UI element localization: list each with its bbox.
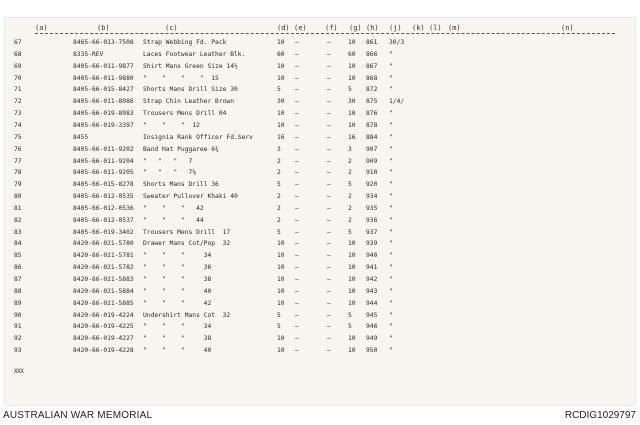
- cell-e: –: [295, 110, 299, 118]
- cell-code: 8405-66-019-3397: [73, 121, 134, 129]
- cell-f: –: [327, 110, 331, 118]
- cell-num: 86: [14, 264, 22, 272]
- cell-f: –: [327, 276, 331, 283]
- cell-num: 77: [14, 157, 22, 165]
- cell-h: 937: [366, 228, 378, 236]
- cell-code: 8405-66-011-9202: [73, 145, 134, 153]
- cell-num: 69: [14, 62, 22, 70]
- cell-e: –: [295, 335, 299, 343]
- cell-desc: " " " 38: [143, 335, 212, 343]
- cell-d: 10: [277, 347, 285, 355]
- cell-num: 74: [14, 121, 22, 129]
- cell-num: 76: [14, 145, 22, 153]
- table-row: [5, 120, 635, 131]
- cell-d: 10: [277, 110, 285, 118]
- table-row: [5, 191, 635, 202]
- cell-desc: " " " 34: [143, 323, 212, 331]
- cell-f: –: [327, 181, 331, 189]
- cell-f: –: [327, 299, 331, 307]
- cell-h: 941: [366, 264, 378, 272]
- cell-g: 10: [348, 264, 356, 272]
- cell-d: 2: [277, 157, 281, 165]
- cell-e: –: [295, 50, 299, 58]
- cell-f: –: [327, 311, 331, 319]
- table-row: [5, 96, 635, 107]
- cell-g: 2: [348, 157, 352, 165]
- cell-g: 5: [348, 86, 352, 94]
- cell-h: 942: [366, 276, 378, 283]
- cell-d: 10: [277, 264, 285, 272]
- cell-desc: Undershirt Mans Cot 32: [143, 311, 231, 319]
- table-row: [5, 274, 635, 285]
- cell-code: 8455: [73, 133, 89, 141]
- cell-f: –: [327, 121, 331, 129]
- cell-desc: " " " 12: [143, 121, 200, 129]
- cell-h: 867: [366, 62, 378, 70]
- cell-desc: " " " 7⅛: [143, 169, 197, 177]
- cell-j: ": [389, 347, 393, 355]
- cell-e: –: [295, 86, 299, 94]
- cell-h: 945: [366, 311, 378, 319]
- cell-f: –: [327, 347, 331, 355]
- cell-f: –: [327, 86, 331, 94]
- cell-g: 10: [348, 240, 356, 248]
- table-row: [5, 298, 635, 309]
- cell-e: –: [295, 121, 299, 129]
- col-header-c: (c): [165, 24, 178, 32]
- cell-g: 10: [348, 121, 356, 129]
- cell-d: 10: [277, 287, 285, 295]
- cell-g: 2: [348, 169, 352, 177]
- cell-num: 75: [14, 133, 22, 141]
- col-header-e: (e): [294, 24, 307, 32]
- cell-e: –: [295, 204, 299, 212]
- cell-desc: " " " 38: [143, 276, 212, 283]
- cell-j: ": [389, 335, 393, 343]
- cell-desc: " " " 34: [143, 252, 212, 260]
- cell-g: 30: [348, 98, 356, 106]
- table-row: [5, 227, 635, 238]
- cell-f: –: [327, 157, 331, 165]
- cell-j: ": [389, 252, 393, 260]
- table-row: [5, 215, 635, 226]
- cell-g: 10: [348, 299, 356, 307]
- cell-num: 87: [14, 276, 22, 283]
- table-row: [5, 333, 635, 344]
- cell-code: 8420-66-021-5780: [73, 240, 134, 248]
- header-rule: [35, 33, 615, 34]
- cell-j: ": [389, 133, 393, 141]
- cell-g: 10: [348, 62, 356, 70]
- table-row: [5, 179, 635, 190]
- cell-code: 8420-66-021-5884: [73, 287, 134, 295]
- cell-h: 950: [366, 347, 378, 355]
- cell-j: ": [389, 121, 393, 129]
- cell-num: 79: [14, 181, 22, 189]
- cell-num: 89: [14, 299, 22, 307]
- cell-d: 10: [277, 121, 285, 129]
- col-header-g: (g): [349, 24, 362, 32]
- cell-code: 8405-66-011-9877: [73, 62, 134, 70]
- cell-f: –: [327, 335, 331, 343]
- cell-f: –: [327, 50, 331, 58]
- cell-desc: Strap Chin Leather Brown: [143, 98, 234, 106]
- table-row: [5, 49, 635, 60]
- cell-f: –: [327, 264, 331, 272]
- table-row: [5, 144, 635, 155]
- cell-j: ": [389, 181, 393, 189]
- cell-code: 8420-66-021-5781: [73, 252, 134, 260]
- cell-f: –: [327, 62, 331, 70]
- cell-h: 875: [366, 98, 378, 106]
- cell-num: 82: [14, 216, 22, 224]
- cell-j: ": [389, 145, 393, 153]
- cell-num: 80: [14, 193, 22, 201]
- cell-code: 8420-66-019-4225: [73, 323, 134, 331]
- cell-g: 10: [348, 110, 356, 118]
- cell-h: 946: [366, 323, 378, 331]
- cell-code: 8405-66-012-0537: [73, 216, 134, 224]
- cell-h: 872: [366, 86, 378, 94]
- cell-desc: Drawer Mans Cot/Pop 32: [143, 240, 231, 248]
- cell-e: –: [295, 252, 299, 260]
- cell-code: 8405-66-011-9880: [73, 74, 134, 82]
- archive-credit: AUSTRALIAN WAR MEMORIAL: [3, 410, 153, 421]
- cell-f: –: [327, 193, 331, 201]
- cell-d: 10: [277, 299, 285, 307]
- cell-d: 10: [277, 240, 285, 248]
- cell-g: 10: [348, 252, 356, 260]
- cell-code: 8405-66-019-3402: [73, 228, 134, 236]
- cell-h: 861: [366, 39, 378, 46]
- cell-desc: " " " 7: [143, 157, 193, 165]
- cell-g: 2: [348, 204, 352, 212]
- cell-d: 5: [277, 181, 281, 189]
- cell-j: 1/4/: [389, 98, 405, 106]
- cell-num: 78: [14, 169, 22, 177]
- cell-j: ": [389, 50, 393, 58]
- cell-code: 8405-66-019-8983: [73, 110, 134, 118]
- cell-g: 5: [348, 323, 352, 331]
- col-header-m: (m): [448, 24, 461, 32]
- cell-h: 935: [366, 204, 378, 212]
- table-row: [5, 238, 635, 249]
- cell-f: –: [327, 204, 331, 212]
- cell-f: –: [327, 133, 331, 141]
- cell-desc: " " " 42: [143, 204, 204, 212]
- cell-d: 10: [277, 252, 285, 260]
- cell-g: 2: [348, 216, 352, 224]
- cell-d: 2: [277, 216, 281, 224]
- col-header-h: (h): [366, 24, 379, 32]
- cell-num: 91: [14, 323, 22, 331]
- cell-h: 907: [366, 145, 378, 153]
- cell-code: 8420-66-021-5883: [73, 276, 134, 283]
- cell-f: –: [327, 216, 331, 224]
- cell-h: 920: [366, 181, 378, 189]
- cell-j: ": [389, 169, 393, 177]
- cell-num: 92: [14, 335, 22, 343]
- cell-h: 934: [366, 193, 378, 201]
- cell-f: –: [327, 228, 331, 236]
- cell-g: 5: [348, 181, 352, 189]
- typed-footnote: XXX: [14, 368, 24, 375]
- cell-code: 8420-66-021-5885: [73, 299, 134, 307]
- cell-desc: " " " 42: [143, 299, 212, 307]
- cell-j: ": [389, 264, 393, 272]
- cell-h: 876: [366, 110, 378, 118]
- cell-e: –: [295, 74, 299, 82]
- cell-e: –: [295, 216, 299, 224]
- cell-num: 90: [14, 311, 22, 319]
- table-row: [5, 132, 635, 143]
- cell-desc: " " " " 15: [143, 74, 219, 82]
- cell-f: –: [327, 252, 331, 260]
- cell-num: 73: [14, 110, 22, 118]
- cell-num: 88: [14, 287, 22, 295]
- cell-num: 71: [14, 86, 22, 94]
- cell-f: –: [327, 323, 331, 331]
- cell-code: 8405-66-015-8278: [73, 181, 134, 189]
- cell-desc: " " " 36: [143, 264, 212, 272]
- cell-code: 8420-66-019-4227: [73, 335, 134, 343]
- cell-g: 3: [348, 145, 352, 153]
- col-header-a: (a): [35, 24, 48, 32]
- cell-code: 8420-66-019-4228: [73, 347, 134, 355]
- cell-d: 3: [277, 145, 281, 153]
- cell-d: 5: [277, 323, 281, 331]
- table-row: [5, 61, 635, 72]
- cell-d: 60: [277, 50, 285, 58]
- cell-j: ": [389, 299, 393, 307]
- cell-f: –: [327, 74, 331, 82]
- cell-desc: " " " 40: [143, 347, 212, 355]
- cell-d: 10: [277, 74, 285, 82]
- cell-j: ": [389, 86, 393, 94]
- cell-e: –: [295, 347, 299, 355]
- cell-e: –: [295, 98, 299, 106]
- cell-j: ": [389, 216, 393, 224]
- cell-j: ": [389, 193, 393, 201]
- table-row: [5, 250, 635, 261]
- cell-d: 10: [277, 62, 285, 70]
- table-row: [5, 84, 635, 95]
- table-row: [5, 203, 635, 214]
- cell-g: 2: [348, 193, 352, 201]
- table-row: [5, 167, 635, 178]
- cell-desc: Insignia Rank Officer Fd.Serv: [143, 133, 253, 141]
- archive-reference: RCDIG1029797: [564, 410, 636, 421]
- cell-code: 8405-66-011-9204: [73, 157, 134, 165]
- cell-j: ": [389, 204, 393, 212]
- cell-d: 30: [277, 98, 285, 106]
- cell-g: 10: [348, 39, 356, 46]
- cell-h: 866: [366, 50, 378, 58]
- col-header-n: (n): [561, 24, 574, 32]
- cell-g: 10: [348, 287, 356, 295]
- cell-h: 943: [366, 287, 378, 295]
- cell-desc: " " " 40: [143, 287, 212, 295]
- table-row: [5, 37, 635, 48]
- cell-j: ": [389, 287, 393, 295]
- cell-e: –: [295, 323, 299, 331]
- cell-e: –: [295, 264, 299, 272]
- cell-e: –: [295, 169, 299, 177]
- cell-code: 8405-66-012-0535: [73, 193, 134, 201]
- cell-e: –: [295, 133, 299, 141]
- cell-g: 60: [348, 50, 356, 58]
- cell-e: –: [295, 287, 299, 295]
- table-row: [5, 156, 635, 167]
- cell-g: 10: [348, 347, 356, 355]
- cell-j: ": [389, 157, 393, 165]
- cell-f: –: [327, 39, 331, 46]
- cell-j: ": [389, 323, 393, 331]
- cell-f: –: [327, 98, 331, 106]
- cell-h: 944: [366, 299, 378, 307]
- cell-d: 5: [277, 228, 281, 236]
- table-row: [5, 262, 635, 273]
- cell-code: 8405-66-011-8086: [73, 98, 134, 106]
- cell-code: 8420-66-021-5782: [73, 264, 134, 272]
- cell-d: 10: [277, 276, 285, 283]
- cell-h: 884: [366, 133, 378, 141]
- cell-desc: Sweater Pullover Khaki 40: [143, 193, 238, 201]
- cell-desc: Shorts Mans Drill Size 30: [143, 86, 238, 94]
- cell-e: –: [295, 62, 299, 70]
- cell-h: 940: [366, 252, 378, 260]
- cell-desc: Trousers Mens Drill 04: [143, 110, 227, 118]
- cell-e: –: [295, 276, 299, 283]
- col-header-j: (j): [389, 24, 402, 32]
- cell-j: ": [389, 110, 393, 118]
- cell-f: –: [327, 169, 331, 177]
- cell-d: 10: [277, 39, 285, 46]
- cell-e: –: [295, 311, 299, 319]
- cell-desc: " " " 44: [143, 216, 204, 224]
- table-row: [5, 108, 635, 119]
- cell-e: –: [295, 240, 299, 248]
- table-row: [5, 73, 635, 84]
- cell-g: 10: [348, 276, 356, 283]
- cell-num: 93: [14, 347, 22, 355]
- cell-g: 16: [348, 133, 356, 141]
- cell-code: 8405-66-015-8427: [73, 86, 134, 94]
- cell-j: ": [389, 74, 393, 82]
- col-header-f: (f): [325, 24, 338, 32]
- cell-h: 949: [366, 335, 378, 343]
- cell-code: 8405-66-011-9205: [73, 169, 134, 177]
- cell-g: 10: [348, 335, 356, 343]
- cell-h: 910: [366, 169, 378, 177]
- cell-d: 2: [277, 193, 281, 201]
- cell-h: 936: [366, 216, 378, 224]
- cell-code: 8465-66-013-7508: [73, 39, 134, 46]
- cell-f: –: [327, 240, 331, 248]
- cell-h: 939: [366, 240, 378, 248]
- document-sheet: [5, 18, 635, 405]
- cell-desc: Strap Webbing Fd. Pack: [143, 39, 227, 46]
- cell-f: –: [327, 287, 331, 295]
- cell-d: 2: [277, 169, 281, 177]
- cell-h: 878: [366, 121, 378, 129]
- cell-j: ": [389, 276, 393, 283]
- table-row: [5, 345, 635, 356]
- cell-desc: Laces Footwear Leather Blk.: [143, 50, 246, 58]
- cell-d: 5: [277, 311, 281, 319]
- cell-e: –: [295, 157, 299, 165]
- cell-num: 85: [14, 252, 22, 260]
- cell-num: 72: [14, 98, 22, 106]
- cell-f: –: [327, 145, 331, 153]
- cell-num: 84: [14, 240, 22, 248]
- cell-h: 868: [366, 74, 378, 82]
- cell-j: ": [389, 311, 393, 319]
- cell-g: 5: [348, 228, 352, 236]
- cell-d: 16: [277, 133, 285, 141]
- cell-j: ": [389, 62, 393, 70]
- col-header-b: (b): [97, 24, 110, 32]
- cell-e: –: [295, 193, 299, 201]
- table-row: [5, 310, 635, 321]
- cell-code: 8335-REV: [73, 50, 104, 58]
- cell-j: 30/3: [389, 39, 405, 46]
- cell-desc: Band Hat Puggaree 6¾: [143, 145, 219, 153]
- cell-e: –: [295, 145, 299, 153]
- cell-d: 5: [277, 86, 281, 94]
- cell-num: 81: [14, 204, 22, 212]
- cell-j: ": [389, 228, 393, 236]
- col-header-d: (d): [277, 24, 290, 32]
- cell-e: –: [295, 181, 299, 189]
- cell-d: 2: [277, 204, 281, 212]
- table-row: [5, 321, 635, 332]
- cell-desc: Trousers Mens Drill 17: [143, 228, 231, 236]
- cell-code: 8405-66-012-0536: [73, 204, 134, 212]
- col-header-k: (k): [412, 24, 425, 32]
- cell-num: 68: [14, 50, 22, 58]
- cell-num: 67: [14, 39, 22, 46]
- cell-h: 909: [366, 157, 378, 165]
- cell-code: 8420-66-019-4224: [73, 311, 134, 319]
- cell-num: 83: [14, 228, 22, 236]
- cell-desc: Shorts Mans Drill 36: [143, 181, 219, 189]
- cell-desc: Shirt Mans Green Size 14½: [143, 62, 238, 70]
- cell-g: 5: [348, 311, 352, 319]
- cell-e: –: [295, 39, 299, 46]
- cell-num: 70: [14, 74, 22, 82]
- cell-j: ": [389, 240, 393, 248]
- cell-e: –: [295, 299, 299, 307]
- cell-e: –: [295, 228, 299, 236]
- cell-g: 10: [348, 74, 356, 82]
- cell-d: 10: [277, 335, 285, 343]
- col-header-l: (l): [429, 24, 442, 32]
- table-row: [5, 286, 635, 297]
